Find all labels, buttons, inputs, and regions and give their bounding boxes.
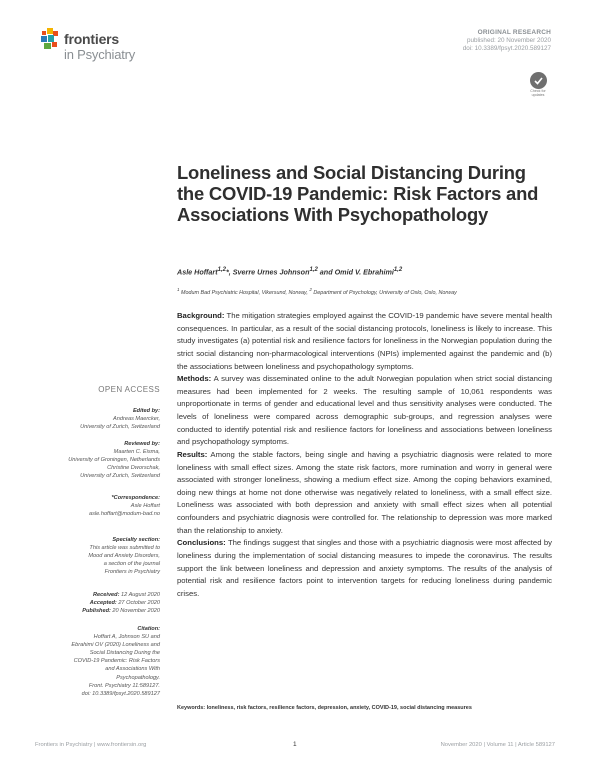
background-text: The mitigation strategies employed against the COVID-19 pandemic have severe mental health consequences. In particular, as a result of the social distancing protocols, loneliness is likely to increase. This study investigates (a) potential risk and resilience factors for loneliness in the Norwegian population during the strict social distancing non-pharmacological interventions (NPIs) implemented against the pandemic and (b) the associations between loneliness and psychopathology symptoms. xyxy=(177,311,552,371)
page-number: 1 xyxy=(293,741,297,748)
citation-label: Citation: xyxy=(137,626,160,632)
affil-number: 2 xyxy=(309,287,312,292)
published-date: published: 20 November 2020 xyxy=(466,37,551,44)
citation-block xyxy=(71,625,160,698)
conclusions-label: Conclusions: xyxy=(177,538,226,548)
received-date: Received: 12 August 2020 xyxy=(93,592,160,598)
reviewer-name[interactable]: Christine Dworschak, xyxy=(107,465,160,472)
reviewer-affil: University of Groningen, Netherlands xyxy=(68,457,160,464)
reviewed-by-label: Reviewed by: xyxy=(124,441,160,447)
reviewed-by-block xyxy=(68,440,160,480)
results-label: Results: xyxy=(177,449,208,459)
accepted-label: Accepted: xyxy=(89,600,117,607)
author-name[interactable]: Asle Hoffart xyxy=(177,267,218,277)
check-updates-icon xyxy=(530,72,547,89)
editor-name[interactable]: Andreas Maercker, xyxy=(113,416,160,423)
specialty-line: a section of the journal xyxy=(103,561,160,568)
abstract-conclusions xyxy=(177,537,552,600)
affil-text: Department of Psychology, University of Oslo, Oslo, Norway xyxy=(311,289,457,296)
results-text: Among the stable factors, being single and having a psychiatric diagnosis were related to more loneliness with small effect sizes. Among the state risk factors, more rumination and worry in general were associated with stronger loneliness, showing a medium effect size. Among the coping behaviors examined, doing new things at home not done otherwise was negatively related to loneliness, with a small effect size. Loneliness was associated with both depression and anxiety with small effect sizes when all potential confounders and psychiatric diagnosis were controlled for. The relationship to depression was more marked than the relationship to anxiety. xyxy=(177,449,552,535)
editor-affil: University of Zurich, Switzerland xyxy=(80,424,160,431)
conclusions-text: The findings suggest that singles and those with a psychiatric diagnosis were most affected by loneliness during the implementation of social distancing measures to impede the coronavirus. The results support the link between loneliness and depression and anxiety symptoms. The results of the analysis of potential risk and resilience factors point to intervention targets for reducing loneliness during pandemic crises. xyxy=(177,538,552,598)
check-badge-line2: updates xyxy=(531,92,545,97)
check-badge-line1: Check for xyxy=(530,89,546,93)
open-access-label: OPEN ACCESS xyxy=(98,385,160,394)
author-affil-sup: 1,2 xyxy=(309,267,318,273)
affil-text: Modum Bad Psychiatric Hospital, Vikersund, Norway, xyxy=(179,289,310,296)
published-label: Published: xyxy=(82,608,111,615)
citation-line: and Associations With xyxy=(105,666,160,673)
check-for-updates-badge[interactable] xyxy=(526,72,550,102)
author-affil-sup: 1,2 xyxy=(217,267,226,273)
citation-line: COVID-19 Pandemic: Risk Factors xyxy=(73,658,160,665)
brand-name: frontiers xyxy=(64,31,119,47)
affiliations xyxy=(177,287,457,296)
article-title: Loneliness and Social Distancing During the COVID-19 Pandemic: Risk Factors and Associations With Psychopathology xyxy=(177,162,539,225)
received-label: Received: xyxy=(93,592,120,598)
article-type: ORIGINAL RESEARCH xyxy=(477,29,551,36)
citation-line: Social Distancing During the xyxy=(89,650,160,657)
citation-line: Psychopathology. xyxy=(116,674,160,681)
correspondence-block xyxy=(89,494,160,518)
reviewer-affil: University of Zurich, Switzerland xyxy=(80,473,160,480)
corresponding-star: * xyxy=(225,267,229,277)
footer-journal-link[interactable]: Frontiers in Psychiatry | www.frontiersin.org xyxy=(35,742,147,748)
specialty-line: Frontiers in Psychiatry xyxy=(104,569,160,576)
specialty-line: Mood and Anxiety Disorders, xyxy=(88,553,160,560)
keywords: Keywords: loneliness, risk factors, resilience factors, depression, anxiety, COVID-19, social distancing measures xyxy=(177,705,472,711)
frontiers-logo-icon xyxy=(40,28,64,54)
citation-line: Ebrahimi OV (2020) Loneliness and xyxy=(71,642,160,649)
author-name[interactable]: Omid V. Ebrahimi xyxy=(334,267,394,277)
published-date-side: Published: 20 November 2020 xyxy=(82,608,160,615)
edited-by-block xyxy=(80,407,160,431)
specialty-line: This article was submitted to xyxy=(89,545,160,552)
specialty-label: Specialty section: xyxy=(112,537,160,543)
reviewer-name[interactable]: Maarten C. Eisma, xyxy=(113,449,160,456)
correspondence-label: *Correspondence: xyxy=(111,495,160,501)
journal-name: in Psychiatry xyxy=(64,47,136,62)
corresponding-email[interactable]: asle.hoffart@modum-bad.no xyxy=(89,511,160,518)
citation-doi[interactable]: doi: 10.3389/fpsyt.2020.589127 xyxy=(81,690,160,697)
methods-label: Methods: xyxy=(177,374,212,384)
dates-block xyxy=(82,591,160,615)
author-name[interactable]: Sverre Urnes Johnson xyxy=(232,267,310,277)
specialty-section-block xyxy=(88,536,160,576)
methods-text: A survey was disseminated online to the adult Norwegian population when strict social distancing measures had been implemented for 2 weeks. The resulting sample of 10,061 respondents was unproportionate in terms of gender and educational level and thus sensitivity analyses were conducted. The levels of loneliness were compared across demographic sub-groups, and regression analyses were conducted to identify potential risk and resilience factors for loneliness and associations between loneliness and psychopathology symptoms. xyxy=(177,374,552,447)
citation-line: Front. Psychiatry 11:589127. xyxy=(88,682,160,689)
abstract xyxy=(177,310,552,600)
background-label: Background: xyxy=(177,311,225,320)
abstract-background xyxy=(177,310,552,373)
corresponding-author: Asle Hoffart xyxy=(130,503,160,510)
author-separator: , xyxy=(228,267,233,277)
author-affil-sup: 1,2 xyxy=(393,267,403,273)
affil-number: 1 xyxy=(177,287,180,292)
abstract-methods xyxy=(177,373,552,449)
author-separator: and xyxy=(317,267,335,277)
abstract-results xyxy=(177,449,552,537)
accepted-date: Accepted: 27 October 2020 xyxy=(89,600,160,607)
doi-link[interactable]: doi: 10.3389/fpsyt.2020.589127 xyxy=(462,45,551,52)
journal-logo[interactable] xyxy=(40,26,170,66)
article-meta xyxy=(463,29,551,52)
author-list xyxy=(177,267,402,276)
citation-line: Hoffart A, Johnson SU and xyxy=(93,634,160,641)
footer-issue-info: November 2020 | Volume 11 | Article 589127 xyxy=(440,742,555,748)
edited-by-label: Edited by: xyxy=(132,408,160,414)
